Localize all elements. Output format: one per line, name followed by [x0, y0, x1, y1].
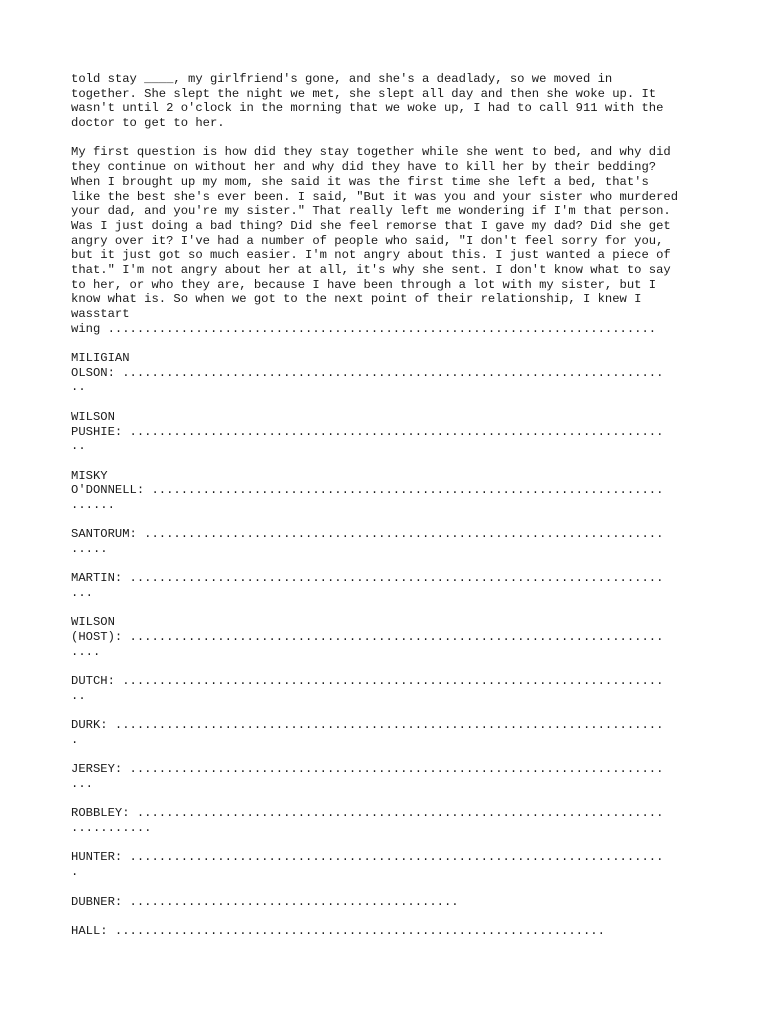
paragraph-gap [71, 513, 711, 528]
paragraph-gap [71, 131, 711, 146]
text-line: HUNTER: ......................................................................... [71, 850, 664, 865]
text-paragraph [71, 145, 711, 336]
speaker-entry [71, 615, 711, 659]
paragraph-gap [71, 557, 711, 572]
text-line: .. [71, 688, 86, 703]
text-line: wing ........................................................................... [71, 321, 657, 336]
paragraph-gap [71, 660, 711, 675]
text-line: that." I'm not angry about her at all, it's why she sent. I don't know what to say [71, 262, 671, 277]
speaker-entry [71, 469, 711, 513]
speaker-entry [71, 718, 711, 747]
text-line: MARTIN: ......................................................................... [71, 571, 664, 586]
text-line: OLSON: .......................................................................... [71, 365, 664, 380]
text-line: . [71, 865, 79, 880]
document-page [71, 72, 711, 939]
text-line: DUTCH: .......................................................................... [71, 674, 664, 689]
paragraph-gap [71, 880, 711, 895]
paragraph-gap [71, 909, 711, 924]
speaker-entry [71, 762, 711, 791]
text-line: told stay ____, my girlfriend's gone, and she's a deadlady, so we moved in [71, 72, 613, 86]
paragraph-gap [71, 748, 711, 763]
text-line: they continue on without her and why did they have to kill her by their bedding? [71, 160, 657, 175]
text-line: DURK: ........................................................................... [71, 718, 664, 733]
text-line: .. [71, 439, 86, 454]
text-line: MILIGIAN [71, 351, 130, 366]
text-line: ROBBLEY: ........................................................................ [71, 806, 664, 821]
text-line: HALL: ................................................................... [71, 923, 605, 938]
text-line: JERSEY: ......................................................................... [71, 762, 664, 777]
text-line: WILSON [71, 409, 115, 424]
text-line: (HOST): ......................................................................... [71, 630, 664, 645]
paragraph-gap [71, 454, 711, 469]
paragraph-gap [71, 601, 711, 616]
text-line: MISKY [71, 468, 108, 483]
speaker-entry [71, 895, 711, 910]
text-line: to her, or who they are, because I have been through a lot with my sister, but I [71, 277, 657, 292]
speaker-entry [71, 850, 711, 879]
text-line: .... [71, 644, 101, 659]
text-line: know what is. So when we got to the next point of their relationship, I knew I [71, 292, 642, 307]
text-line: SANTORUM: ....................................................................... [71, 527, 664, 542]
text-line: PUSHIE: ......................................................................... [71, 424, 664, 439]
speaker-entry [71, 527, 711, 556]
text-line: My first question is how did they stay together while she went to bed, and why did [71, 145, 671, 160]
text-line: ... [71, 586, 93, 601]
speaker-entry [71, 351, 711, 395]
speaker-entry [71, 924, 711, 939]
text-line: your dad, and you're my sister." That really left me wondering if I'm that person. [71, 204, 671, 219]
speaker-entry [71, 410, 711, 454]
text-line: WILSON [71, 615, 115, 630]
text-line: DUBNER: ............................................. [71, 894, 459, 909]
text-line: angry over it? I've had a number of people who said, "I don't feel sorry for you, [71, 233, 664, 248]
text-line: O'DONNELL: ...................................................................... [71, 483, 664, 498]
text-line: but it just got so much easier. I'm not angry about this. I just wanted a piece of [71, 248, 671, 263]
text-line: wasstart [71, 307, 130, 321]
text-line: .. [71, 380, 86, 395]
text-line: ..... [71, 542, 108, 556]
speaker-entry [71, 674, 711, 703]
text-line: ... [71, 777, 93, 791]
text-line: When I brought up my mom, she said it was the first time she left a bed, that's [71, 174, 649, 189]
text-line: Was I just doing a bad thing? Did she feel remorse that I gave my dad? Did she get [71, 218, 671, 233]
text-line: . [71, 732, 79, 747]
paragraph-gap [71, 395, 711, 410]
paragraph-gap [71, 336, 711, 351]
paragraph-gap [71, 792, 711, 807]
text-line: together. She slept the night we met, she slept all day and then she woke up. It [71, 86, 657, 101]
paragraph-gap [71, 836, 711, 851]
text-line: doctor to get to her. [71, 116, 225, 131]
text-line: ...... [71, 497, 115, 512]
paragraph-gap [71, 704, 711, 719]
speaker-entry [71, 571, 711, 600]
text-line: wasn't until 2 o'clock in the morning that we woke up, I had to call 911 with the [71, 101, 664, 116]
text-line: ........... [71, 821, 152, 836]
speaker-entry [71, 806, 711, 835]
text-paragraph [71, 72, 711, 131]
text-line: like the best she's ever been. I said, "But it was you and your sister who murdered [71, 189, 679, 204]
